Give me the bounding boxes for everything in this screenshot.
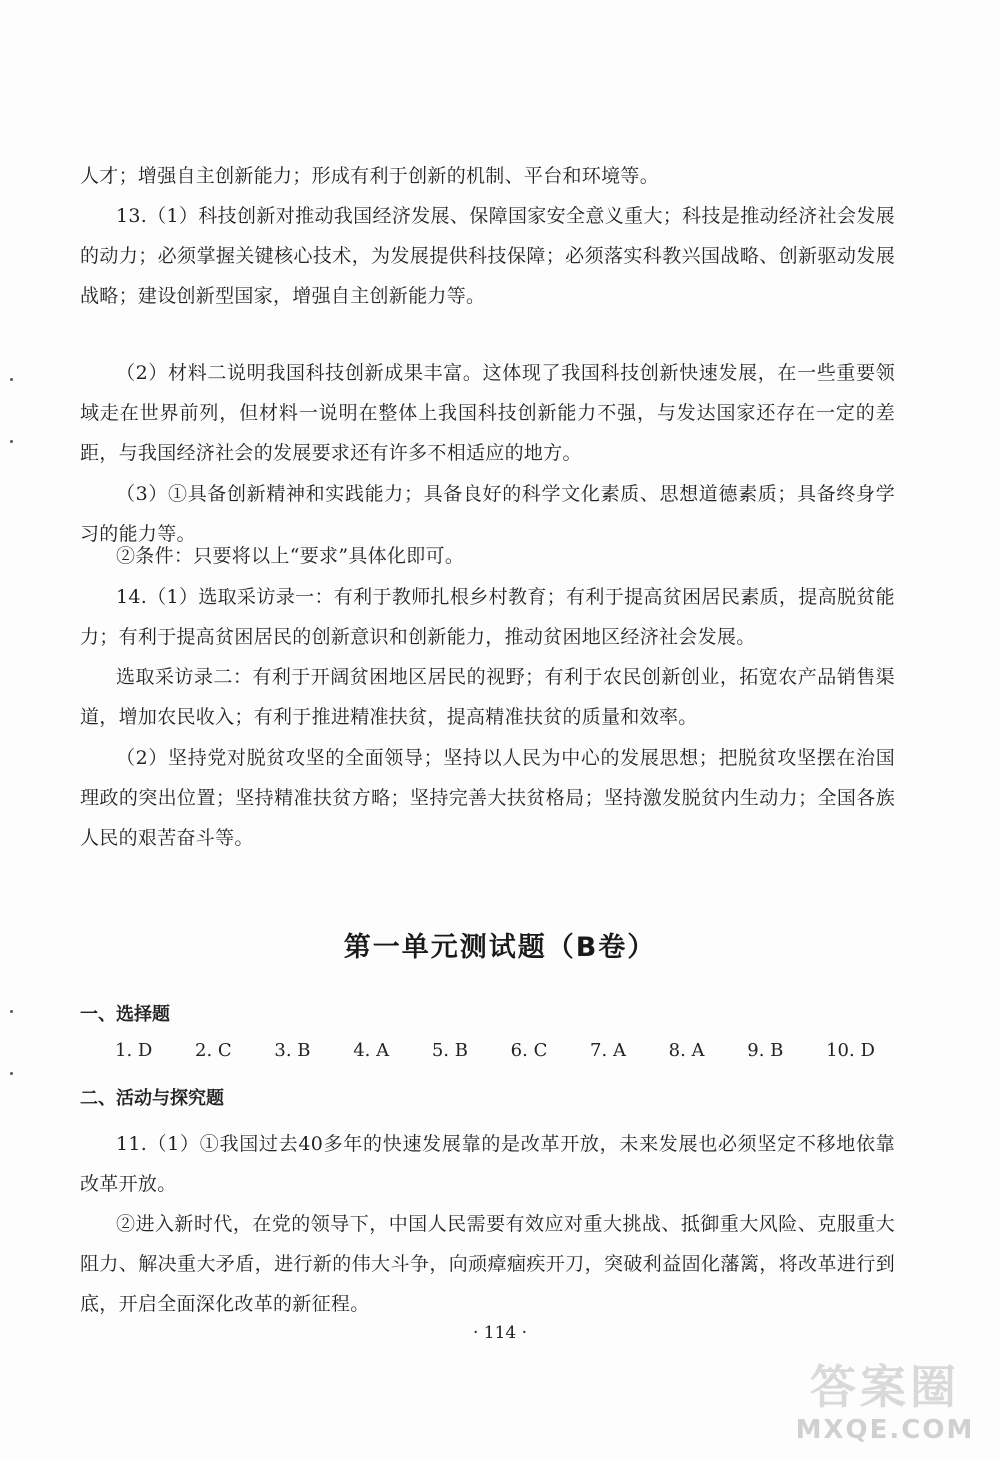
margin-mark [10,1072,13,1075]
answer-item: 7. A [590,1040,626,1061]
page-number: · 114 · [472,1323,528,1343]
answer-item: 4. A [353,1040,390,1061]
answer-item: 10. D [826,1040,875,1061]
unit-title: 第一单元测试题（B卷） [343,932,657,963]
watermark-logo [790,1359,980,1454]
choice-answers-row [115,1040,875,1061]
margin-mark [10,1010,13,1013]
answer-item: 1. D [115,1040,153,1061]
answer-item: 9. B [747,1040,784,1061]
answer-item: 6. C [510,1040,548,1061]
margin-mark [10,378,13,381]
answer-13-3-condition: ②条件：只要将以上“要求”具体化即可。 [116,545,465,567]
answer-item: 2. C [195,1040,232,1061]
answer-13-1: 13.（1）科技创新对推动我国经济发展、保障国家安全意义重大；科技是推动经济社会发展的动力；必须掌握关键核心技术，为发展提供科技保障；必须落实科教兴国战略、创新驱动发展战略；建设创新型国家，增强自主创新能力等。 [80,205,895,307]
answer-11-1-part1: 11.（1）①我国过去40多年的快速发展靠的是改革开放，未来发展也必须坚定不移地依靠改革开放。 [80,1133,895,1195]
watermark-top-text: 答案圈 [810,1360,960,1414]
margin-mark [10,440,13,443]
answer-item: 5. B [431,1040,468,1061]
answer-item: 8. A [668,1040,705,1061]
paragraph-continuation: 人才；增强自主创新能力；形成有利于创新的机制、平台和环境等。 [80,165,660,187]
answer-14-1-option2: 选取采访录二：有利于开阔贫困地区居民的视野；有利于农民创新创业，拓宽农产品销售渠道，增加农民收入；有利于推进精准扶贫，提高精准扶贫的质量和效率。 [80,666,895,728]
answer-13-3: （3）①具备创新精神和实践能力；具备良好的科学文化素质、思想道德素质；具备终身学习的能力等。 [80,483,895,545]
answer-item: 3. B [274,1040,311,1061]
answer-14-2: （2）坚持党对脱贫攻坚的全面领导；坚持以人民为中心的发展思想；把脱贫攻坚摆在治国理政的突出位置；坚持精准扶贫方略；坚持完善大扶贫格局；坚持激发脱贫内生动力；全国各族人民的艰苦奋斗等。 [80,747,895,849]
section-choice-heading: 一、选择题 [80,1004,170,1025]
watermark-bottom-text: MXQE.COM [795,1415,975,1445]
answer-11-1-part2: ②进入新时代，在党的领导下，中国人民需要有效应对重大挑战、抵御重大风险、克服重大阻力、解决重大矛盾，进行新的伟大斗争，向顽瘴痼疾开刀，突破利益固化藩篱，将改革进行到底，开启全面深化改革的新征程。 [80,1213,895,1315]
answer-13-2: （2）材料二说明我国科技创新成果丰富。这体现了我国科技创新快速发展，在一些重要领域走在世界前列，但材料一说明在整体上我国科技创新能力不强，与发达国家还存在一定的差距，与我国经济社会的发展要求还有许多不相适应的地方。 [80,362,895,464]
section-activity-heading: 二、活动与探究题 [80,1088,224,1109]
answer-14-1: 14.（1）选取采访录一：有利于教师扎根乡村教育；有利于提高贫困居民素质，提高脱贫能力；有利于提高贫困居民的创新意识和创新能力，推动贫困地区经济社会发展。 [80,586,895,648]
